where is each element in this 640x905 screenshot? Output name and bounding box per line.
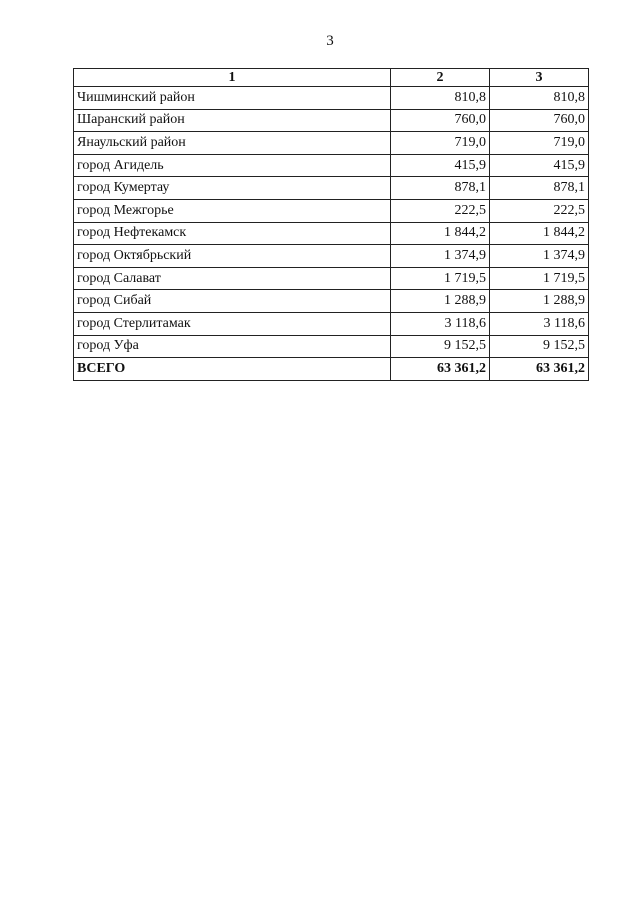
row-value-col3: 222,5 bbox=[490, 199, 589, 222]
table-header-row bbox=[74, 69, 589, 87]
row-name: Чишминский район bbox=[74, 87, 391, 110]
row-value-col3: 719,0 bbox=[490, 132, 589, 155]
row-name: город Октябрьский bbox=[74, 245, 391, 268]
table-row bbox=[74, 87, 589, 110]
column-header-1: 1 bbox=[74, 69, 391, 87]
row-value-col3: 760,0 bbox=[490, 109, 589, 132]
table-row bbox=[74, 245, 589, 268]
table-row bbox=[74, 335, 589, 358]
row-value-col2: 3 118,6 bbox=[391, 312, 490, 335]
table-row bbox=[74, 199, 589, 222]
row-value-col2: 1 719,5 bbox=[391, 267, 490, 290]
row-value-col3: 3 118,6 bbox=[490, 312, 589, 335]
row-name: город Межгорье bbox=[74, 199, 391, 222]
row-value-col3: 1 844,2 bbox=[490, 222, 589, 245]
row-value-col3: 878,1 bbox=[490, 177, 589, 200]
row-value-col3: 1 288,9 bbox=[490, 290, 589, 313]
row-name: город Уфа bbox=[74, 335, 391, 358]
row-name: город Агидель bbox=[74, 154, 391, 177]
table-row bbox=[74, 177, 589, 200]
row-value-col2: 719,0 bbox=[391, 132, 490, 155]
row-value-col2: 760,0 bbox=[391, 109, 490, 132]
data-table bbox=[73, 68, 589, 381]
row-name: город Сибай bbox=[74, 290, 391, 313]
table-row bbox=[74, 222, 589, 245]
total-value-col2: 63 361,2 bbox=[391, 358, 490, 381]
row-value-col3: 810,8 bbox=[490, 87, 589, 110]
column-header-3: 3 bbox=[490, 69, 589, 87]
page-number: 3 bbox=[326, 33, 334, 49]
total-value-col3: 63 361,2 bbox=[490, 358, 589, 381]
row-name: город Нефтекамск bbox=[74, 222, 391, 245]
row-name: Шаранский район bbox=[74, 109, 391, 132]
row-value-col3: 1 719,5 bbox=[490, 267, 589, 290]
row-name: город Салават bbox=[74, 267, 391, 290]
row-value-col2: 1 844,2 bbox=[391, 222, 490, 245]
row-value-col3: 415,9 bbox=[490, 154, 589, 177]
total-label: ВСЕГО bbox=[74, 358, 391, 381]
table-row bbox=[74, 267, 589, 290]
table-row bbox=[74, 312, 589, 335]
row-value-col2: 878,1 bbox=[391, 177, 490, 200]
table-row bbox=[74, 132, 589, 155]
row-value-col2: 1 374,9 bbox=[391, 245, 490, 268]
row-name: город Стерлитамак bbox=[74, 312, 391, 335]
row-value-col3: 9 152,5 bbox=[490, 335, 589, 358]
table-row bbox=[74, 154, 589, 177]
row-value-col2: 1 288,9 bbox=[391, 290, 490, 313]
column-header-2: 2 bbox=[391, 69, 490, 87]
row-value-col2: 415,9 bbox=[391, 154, 490, 177]
row-name: Янаульский район bbox=[74, 132, 391, 155]
row-value-col2: 9 152,5 bbox=[391, 335, 490, 358]
row-value-col3: 1 374,9 bbox=[490, 245, 589, 268]
row-value-col2: 810,8 bbox=[391, 87, 490, 110]
row-value-col2: 222,5 bbox=[391, 199, 490, 222]
table-row bbox=[74, 109, 589, 132]
table-row bbox=[74, 290, 589, 313]
row-name: город Кумертау bbox=[74, 177, 391, 200]
total-row bbox=[74, 358, 589, 381]
